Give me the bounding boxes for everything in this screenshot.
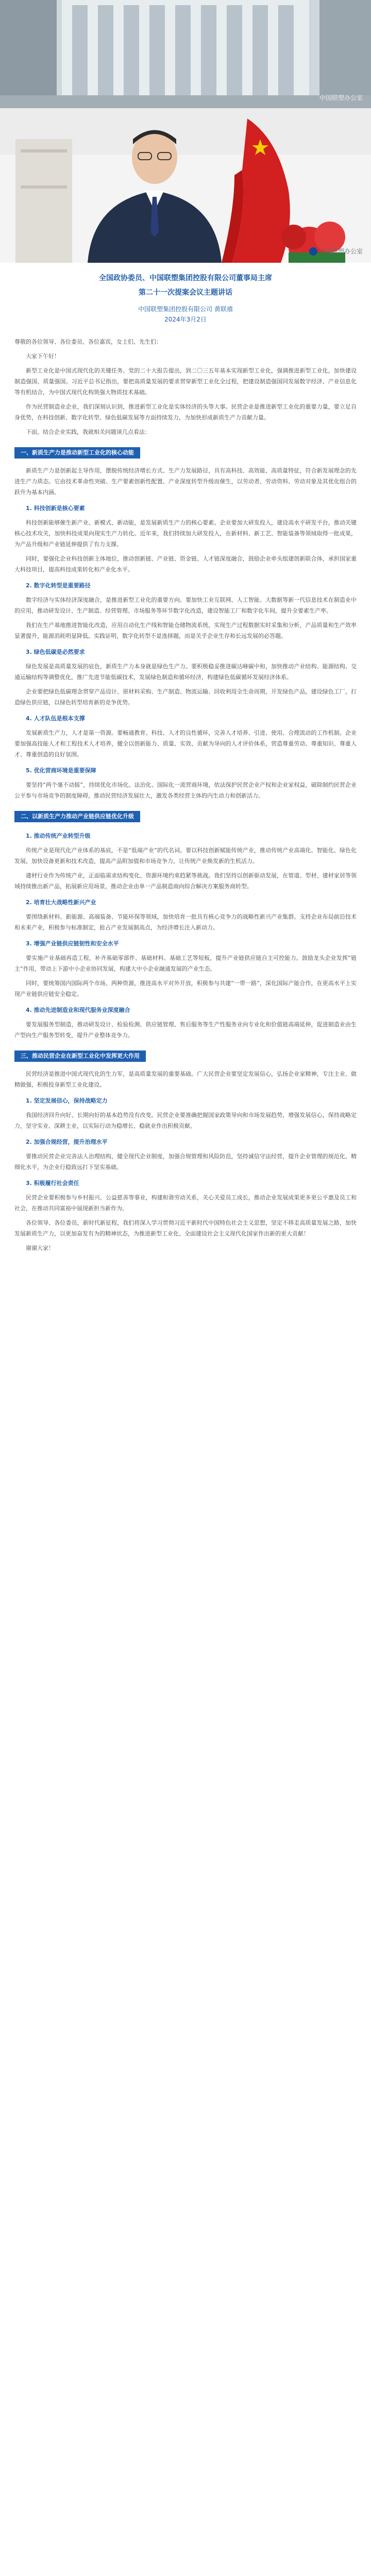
paragraph: 要围绕新材料、新能源、高端装备、节能环保等领域，加快培育一批具有核心竞争力的战略性新兴产业集群。支持企业布局前沿技术和未来产业，积极参与标准制定，抢占产业发展制高点，为经济增长注入新动力。 xyxy=(14,913,357,931)
subsection-heading: 2. 培育壮大战略性新兴产业 xyxy=(26,899,96,906)
portrait-watermark xyxy=(309,247,363,256)
subsection-heading: 2. 数字化转型是重要路径 xyxy=(26,582,91,589)
paragraph: 我国经济回升向好、长期向好的基本趋势没有改变。民营企业要准确把握国家政策导向和市场发展趋势，增强发展信心，保持战略定力，坚守实业、深耕主业，以实际行动为稳增长、稳就业作出积极贡献。 xyxy=(14,1112,357,1129)
paragraph: 企业要把绿色低碳理念贯穿产品设计、原材料采购、生产制造、物流运输、回收利用全生命周期，开发绿色产品，建设绿色工厂，打造绿色供应链，以绿色转型培育新的竞争优势。 xyxy=(14,688,357,706)
paragraph: 要推动民营企业完善法人治理结构，健全现代企业制度，加强合规管理和风险防范，坚持诚信守法经营，提升企业管理的规范化、精细化水平，为企业行稳致远打下坚实基础。 xyxy=(14,1153,357,1171)
paragraph: 建材行业作为传统产业，正面临需求结构变化、资源环境约束趋紧等挑战。我们坚持以创新驱动发展，在管道、型材、建材家居等领域持续推出新产品，拓展新应用场景，推动企业由单一产品制造商向综合解决方案服务商转型。 xyxy=(14,872,357,890)
section-banner-row xyxy=(14,1044,357,1065)
portrait-photo xyxy=(0,108,371,263)
paragraph: 要发展服务型制造，推动研发设计、检验检测、供应链管理、售后服务等生产性服务业向专业化和价值链高端延伸，促进制造业由生产型向生产服务型转变，提升产业整体竞争力。 xyxy=(14,1021,357,1039)
article-title-line2: 第二十一次提案会议主题讲话 xyxy=(139,289,232,297)
article-author: 中国联塑集团控股有限公司 黄联禧 xyxy=(138,306,233,313)
brand-logo-icon xyxy=(309,247,317,256)
building-illustration xyxy=(0,0,371,108)
subsection-heading: 3. 绿色低碳是必然要求 xyxy=(26,649,85,655)
paragraph: 传统产业是现代化产业体系的基底，不是“低端产业”的代名词。要以科技创新赋能传统产业，推动传统产业高端化、智能化、绿色化发展，加快设备更新和技术改造，提高产品附加值和市场竞争力，让传统产业焕发新的生机活力。 xyxy=(14,847,357,865)
subsection-heading: 4. 人才队伍是根本支撑 xyxy=(26,715,85,722)
subsection-heading: 2. 加强合规经营，提升治理水平 xyxy=(26,1139,108,1145)
paragraph: 谢谢大家！ xyxy=(26,1245,54,1251)
photo-watermark: 中国联塑办公室 xyxy=(319,94,363,101)
subsection-heading: 1. 坚定发展信心，保持战略定力 xyxy=(26,1097,108,1104)
section-banner-row xyxy=(14,441,357,462)
section-heading: 一、新质生产力是推动新型工业化的核心动能 xyxy=(14,447,140,459)
section-banner-row xyxy=(14,805,357,825)
paragraph: 绿色发展是高质量发展的底色，新质生产力本身就是绿色生产力。要积极稳妥推进碳达峰碳中和，加快推动产业结构、能源结构、交通运输结构等调整优化，推广先进节能低碳技术，发展绿色制造和循环经济，构建绿色低碳循环发展经济体系。 xyxy=(14,663,357,681)
paragraph: 民营企业要积极参与乡村振兴、公益慈善等事业，构建和谐劳动关系，关心关爱员工成长，推动企业发展成果更多更公平惠及员工和社会，在推动共同富裕中展现新担当新作为。 xyxy=(14,1194,357,1212)
subsection-heading: 1. 推动传统产业转型升级 xyxy=(26,833,91,839)
paragraph: 数字经济与实体经济深度融合，是推进新型工业化的重要方向。要加快工业互联网、人工智能、大数据等新一代信息技术在制造业中的应用，推动研发设计、生产制造、经营管理、市场服务等环节数字化改造，建设智能工厂和数字化车间，提升全要素生产率。 xyxy=(14,597,357,614)
section-heading: 二、以新质生产力推动产业链供应链优化升级 xyxy=(14,811,140,822)
paragraph: 同时，要强化企业科技创新主体地位，推动创新链、产业链、资金链、人才链深度融合，鼓励企业牵头组建创新联合体，承担国家重大科技项目，提高科技成果转化和产业化水平。 xyxy=(14,555,357,573)
subsection-heading: 1. 科技创新是核心要素 xyxy=(26,505,85,512)
portrait-illustration xyxy=(0,108,371,263)
paragraph: 大家下午好！ xyxy=(26,353,60,360)
article-page xyxy=(0,0,371,1275)
paragraph: 要实施产业基础再造工程，补齐基础零部件、基础材料、基础工艺等短板，提升产业链供应链自主可控能力。鼓励龙头企业发挥“链主”作用，带动上下游中小企业协同发展，构建大中小企业融通发展的产业生态。 xyxy=(14,955,357,972)
subsection-heading: 4. 推动先进制造业和现代服务业深度融合 xyxy=(26,1007,130,1013)
paragraph: 新型工业化是中国式现代化的关键任务。党的二十大报告提出，到二〇三五年基本实现新型工业化，强调推进新型工业化，加快建设制造强国、质量强国。习近平总书记指出，要把高质量发展的要求贯穿新型工业化全过程，把建设制造强国同发展数字经济、产业信息化等有机结合，为中国式现代化构筑强大物质技术基础。 xyxy=(14,367,357,396)
paragraph: 各位领导、各位委员，新时代新征程，我们将深入学习贯彻习近平新时代中国特色社会主义思想，坚定不移走高质量发展之路，加快发展新质生产力，以更加奋发有为的精神状态，为推进新型工业化、全面建设社会主义现代化国家作出新的更大贡献！ xyxy=(14,1219,357,1237)
paragraph: 下面，结合企业实践，我就相关问题谈几点看法： xyxy=(26,429,150,435)
paragraph: 民营经济是推进中国式现代化的生力军，是高质量发展的重要基础。广大民营企业要坚定发展信心，弘扬企业家精神，专注主业、做精做强，积极投身新型工业化建设。 xyxy=(14,1071,357,1088)
bottom-spacer xyxy=(0,1269,371,1275)
paragraph: 同时，要统筹国内国际两个市场、两种资源，推进高水平对外开放，积极参与共建“一带一路”，深化国际产能合作，在更高水平上实现产业链供应链安全稳定。 xyxy=(14,980,357,997)
paragraph: 科技创新能够催生新产业、新模式、新动能，是发展新质生产力的核心要素。企业要加大研发投入，建设高水平研发平台，推动关键核心技术攻关，加快科技成果向现实生产力转化。近年来，我们持续加大研发投入，在新材料、新工艺、智能装备等领域取得一批成果，为产品升级和产业链延伸提供了有力支撑。 xyxy=(14,519,357,548)
article-title-line1: 全国政协委员、中国联塑集团控股有限公司董事局主席 xyxy=(99,274,272,282)
subsection-heading: 3. 增强产业链供应链韧性和安全水平 xyxy=(26,940,119,947)
subsection-heading: 5. 优化营商环境是重要保障 xyxy=(26,767,96,774)
article-body xyxy=(0,330,371,1269)
paragraph: 要坚持“两个毫不动摇”，持续优化市场化、法治化、国际化一流营商环境，依法保护民营企业产权和企业家权益，破除制约民营企业公平参与市场竞争的制度障碍，推动民营经济发展壮大，激发各类经营主体的内生动力和创新活力。 xyxy=(14,782,357,799)
section-heading: 三、推动民营企业在新型工业化中发挥更大作用 xyxy=(14,1050,146,1062)
paragraph: 尊敬的各位领导、各位委员、各位嘉宾，女士们、先生们： xyxy=(14,338,162,345)
paragraph: 我们在生产基地推进智能化改造，应用自动化生产线和智能仓储物流系统，实现生产过程数据实时采集和分析，产品质量和生产效率显著提升，能源消耗明显降低。实践证明，数字化转型不是选择题，而是关乎企业生存和长远发展的必答题。 xyxy=(14,622,357,639)
paragraph: 作为民营制造业企业，我们深刻认识到，推进新型工业化是实体经济的头等大事。民营企业是推进新型工业化的重要力量，要立足自身优势，在科技创新、数字化转型、绿色低碳发展等方面持续发力，为加快形成新质生产力贡献力量。 xyxy=(14,403,357,421)
portrait-watermark-text: 中国联塑办公室 xyxy=(319,248,363,255)
article-date: 2024年3月2日 xyxy=(164,316,207,323)
subsection-heading: 3. 积极履行社会责任 xyxy=(26,1180,79,1187)
paragraph: 发展新质生产力，人才是第一资源。要畅通教育、科技、人才的良性循环，完善人才培养、引进、使用、合理流动的工作机制。企业要加强高技能人才和工程技术人才培养，健全以创新能力、质量、实效、贡献为导向的人才评价体系，营造尊重劳动、尊重知识、尊重人才、尊重创造的良好氛围。 xyxy=(14,730,357,758)
article-heading xyxy=(0,263,371,330)
paragraph: 新质生产力是创新起主导作用，摆脱传统经济增长方式、生产力发展路径，具有高科技、高效能、高质量特征，符合新发展理念的先进生产力质态。它由技术革命性突破、生产要素创新性配置、产业深度转型升级而催生，以劳动者、劳动资料、劳动对象及其优化组合的跃升为基本内涵。 xyxy=(14,467,357,496)
building-photo xyxy=(0,0,371,108)
